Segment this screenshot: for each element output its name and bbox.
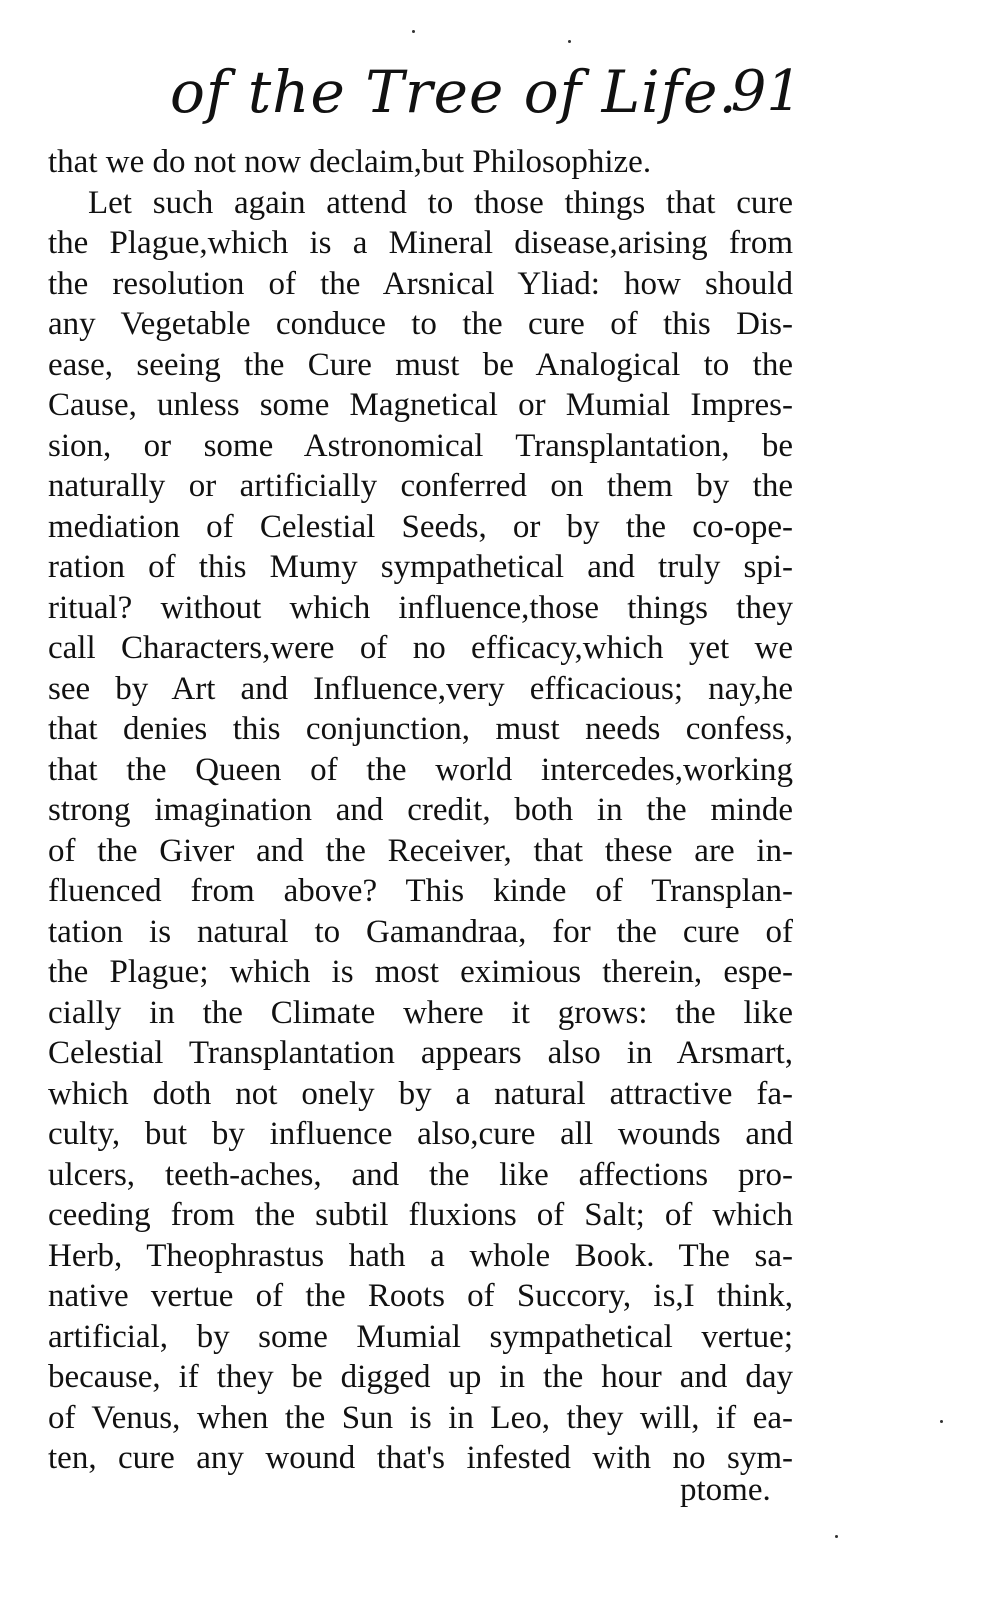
text-line: ten, cure any wound that's infested with no sym-	[48, 1440, 793, 1476]
text-line: of the Giver and the Receiver, that these are in-	[48, 832, 793, 869]
running-title: of the Tree of Life.	[170, 58, 738, 126]
text-line: sion, or some Astronomical Transplantation, be	[48, 427, 793, 464]
text-line: ration of this Mumy sympathetical and truly spi-	[48, 549, 793, 585]
text-line: that denies this conjunction, must needs confess,	[48, 711, 793, 747]
ink-speck	[412, 30, 415, 33]
text-line: ulcers, teeth-aches, and the like affections pro-	[48, 1156, 793, 1193]
ink-speck	[835, 1535, 838, 1538]
body-text	[48, 142, 793, 1522]
text-line: of Venus, when the Sun is in Leo, they will, if ea-	[48, 1399, 793, 1436]
text-line: fluenced from above? This kinde of Transplan-	[48, 873, 793, 909]
text-line: Let such again attend to those things that cure	[88, 184, 793, 221]
text-line: call Characters,were of no efficacy,which yet we	[48, 630, 793, 666]
text-line: mediation of Celestial Seeds, or by the co-ope-	[48, 508, 793, 545]
text-line: culty, but by influence also,cure all wounds and	[48, 1116, 793, 1152]
text-line: the Plague; which is most eximious therein, espe-	[48, 954, 793, 990]
text-line: that the Queen of the world intercedes,working	[48, 751, 793, 788]
text-line: cially in the Climate where it grows: the like	[48, 994, 793, 1031]
ink-speck	[568, 40, 571, 43]
catchword: ptome.	[680, 1472, 771, 1508]
text-line: the resolution of the Arsnical Yliad: how should	[48, 265, 793, 302]
text-line: ease, seeing the Cure must be Analogical to the	[48, 346, 793, 383]
text-line: see by Art and Influence,very efficacious; nay,he	[48, 670, 793, 707]
text-line: Cause, unless some Magnetical or Mumial Impres-	[48, 387, 793, 423]
page-number: 91	[730, 59, 802, 124]
text-line: that we do not now declaim,but Philosophize.	[48, 144, 652, 180]
text-line: because, if they be digged up in the hour and day	[48, 1359, 793, 1395]
text-line: any Vegetable conduce to the cure of this Dis-	[48, 306, 793, 342]
text-line: artificial, by some Mumial sympathetical vertue;	[48, 1318, 793, 1355]
text-line: the Plague,which is a Mineral disease,arising from	[48, 225, 793, 261]
text-line: Herb, Theophrastus hath a whole Book. The sa-	[48, 1237, 793, 1274]
text-line: strong imagination and credit, both in the minde	[48, 792, 793, 828]
text-line: ceeding from the subtil fluxions of Salt; of which	[48, 1197, 793, 1233]
page-header	[170, 52, 820, 132]
text-line: ritual? without which influence,those things they	[48, 589, 793, 626]
text-line: native vertue of the Roots of Succory, is,I think,	[48, 1278, 793, 1314]
text-line: Celestial Transplantation appears also in Arsmart,	[48, 1035, 793, 1071]
text-line: naturally or artificially conferred on them by the	[48, 468, 793, 504]
text-line: which doth not onely by a natural attractive fa-	[48, 1075, 793, 1112]
text-line: tation is natural to Gamandraa, for the cure of	[48, 913, 793, 950]
ink-speck	[940, 1420, 943, 1423]
